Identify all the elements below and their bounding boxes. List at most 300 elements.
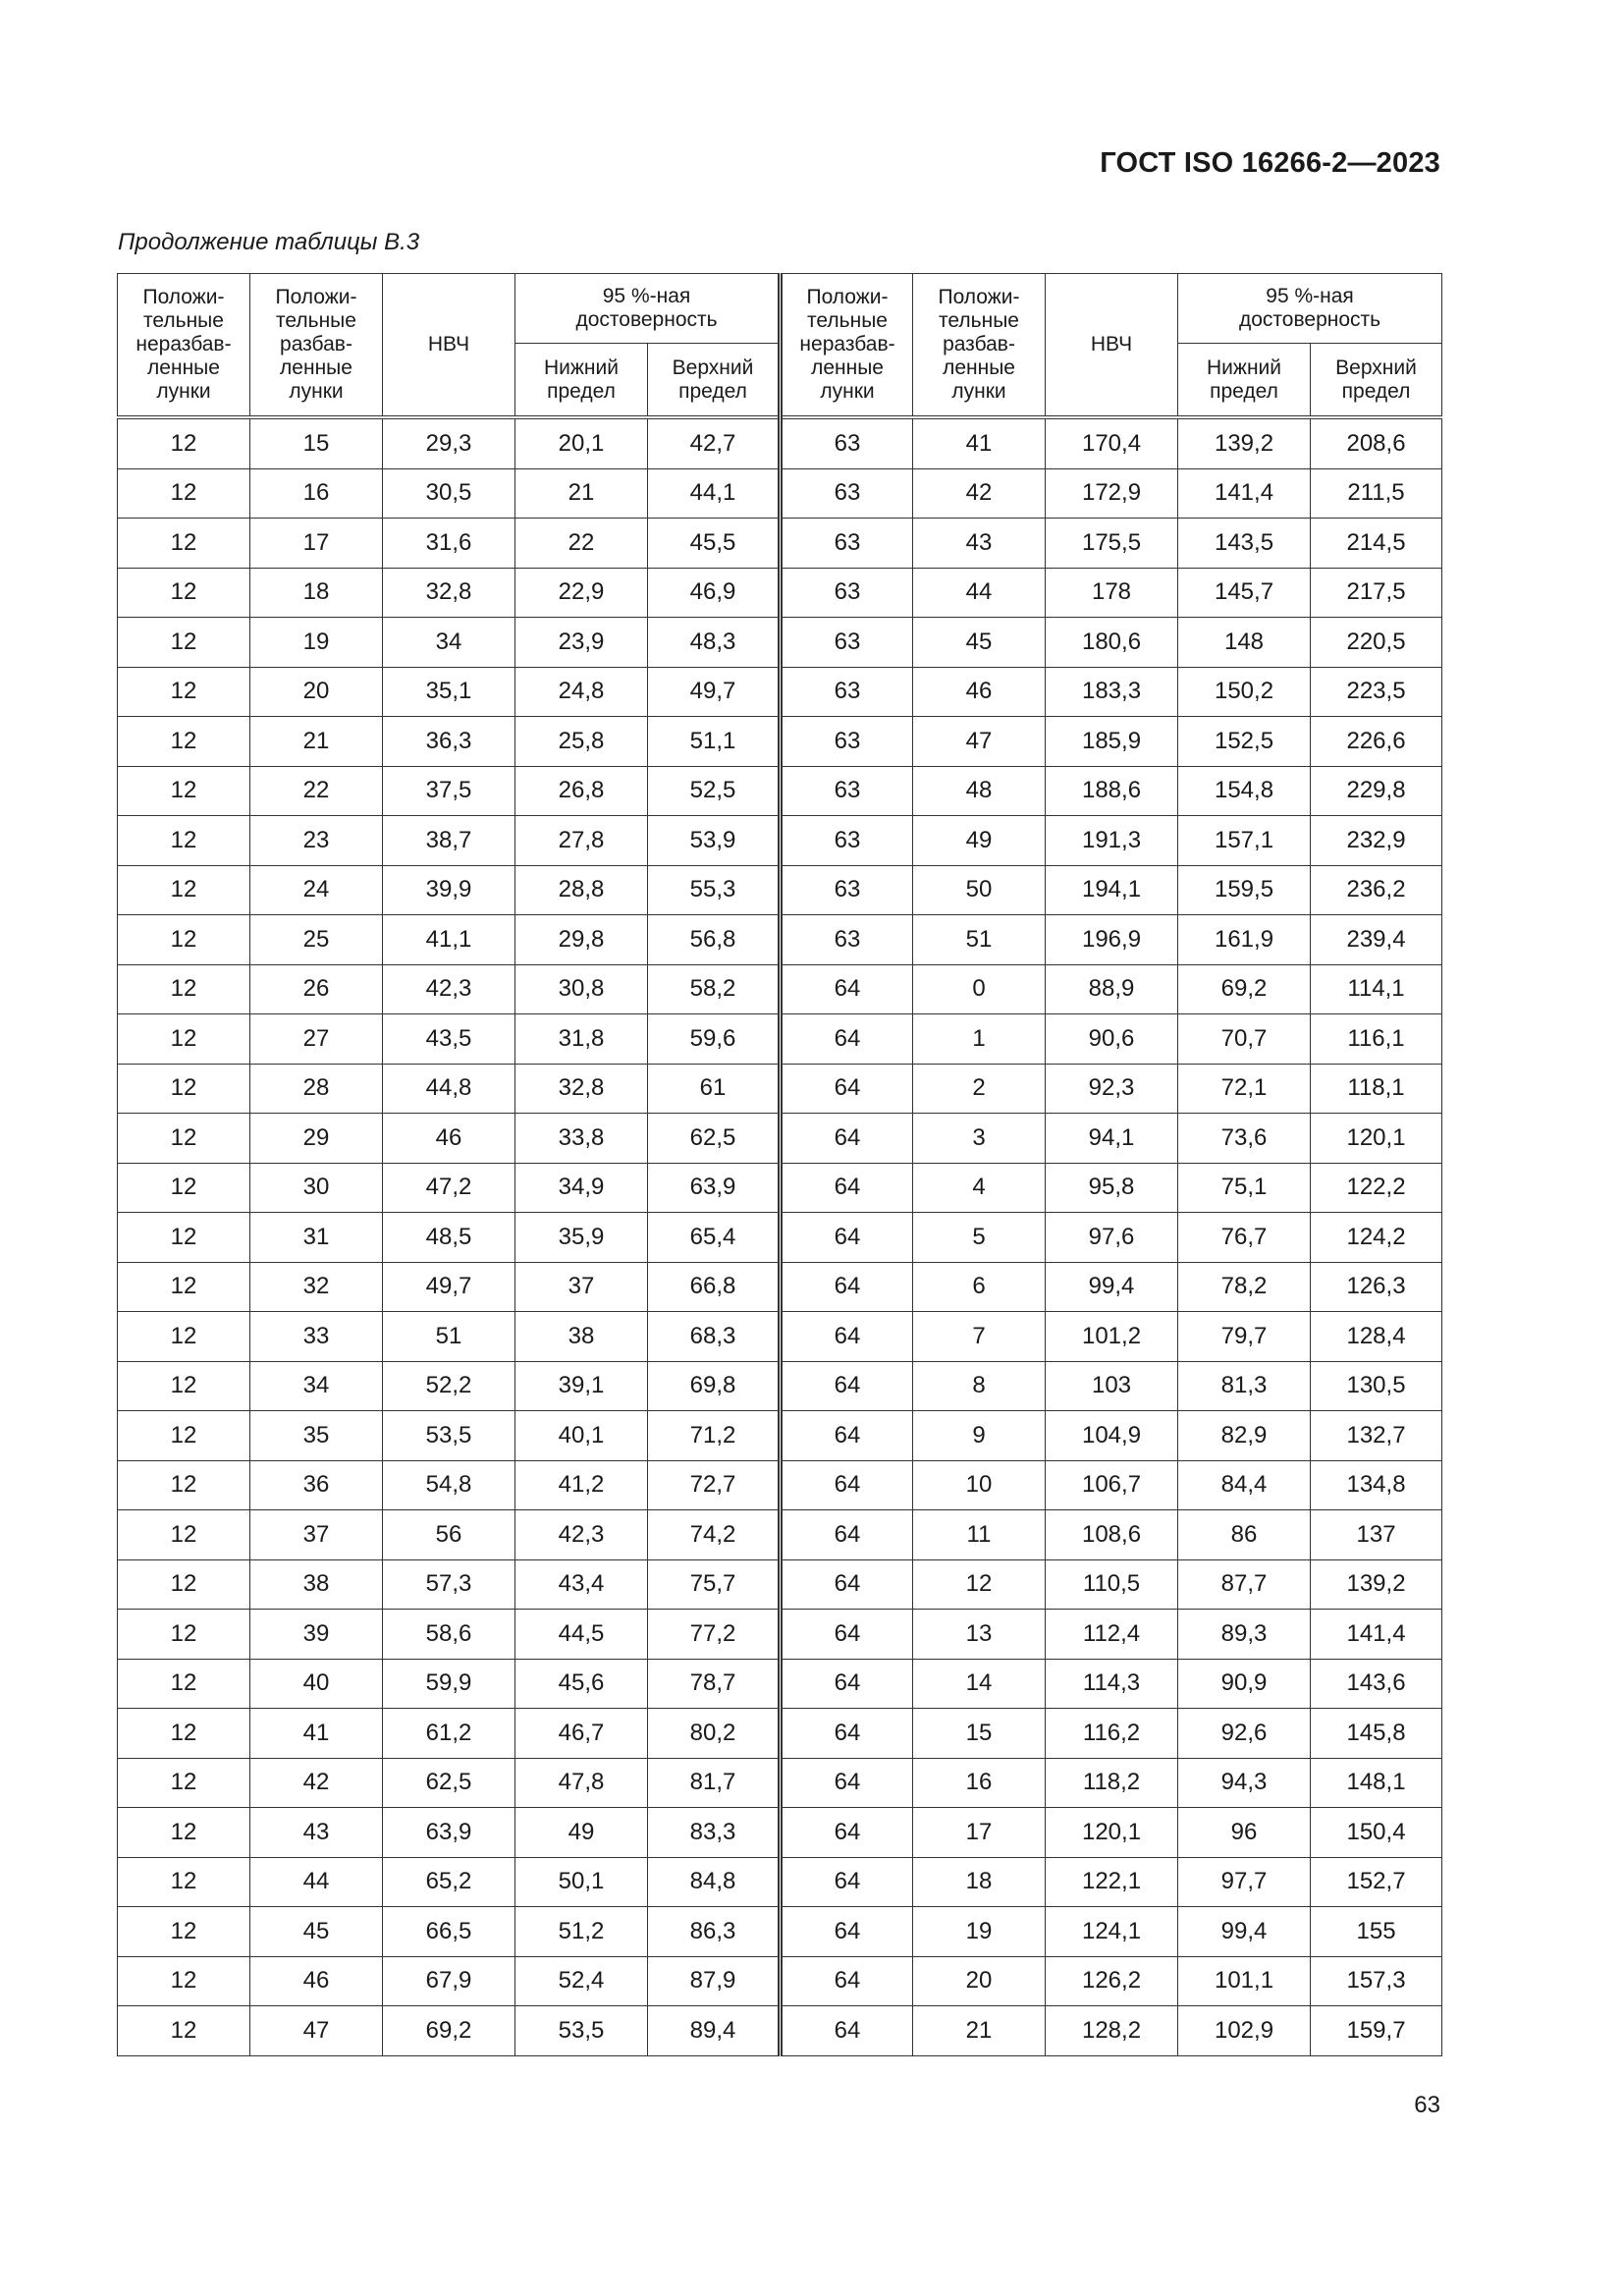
table-cell: 28 bbox=[250, 1064, 383, 1114]
mpn-table bbox=[117, 273, 1442, 2056]
table-cell: 64 bbox=[781, 2006, 913, 2056]
table-cell: 94,1 bbox=[1046, 1114, 1178, 1164]
table-cell: 114,1 bbox=[1311, 964, 1442, 1014]
table-cell: 12 bbox=[118, 568, 250, 618]
table-cell: 42 bbox=[913, 468, 1046, 519]
table-cell: 52,2 bbox=[383, 1361, 515, 1411]
table-cell: 145,7 bbox=[1178, 568, 1311, 618]
table-cell: 73,6 bbox=[1178, 1114, 1311, 1164]
table-cell: 26,8 bbox=[515, 766, 648, 816]
table-cell: 16 bbox=[913, 1758, 1046, 1808]
table-cell: 124,2 bbox=[1311, 1213, 1442, 1263]
table-cell: 128,2 bbox=[1046, 2006, 1178, 2056]
table-cell: 63 bbox=[781, 816, 913, 866]
table-cell: 63 bbox=[781, 667, 913, 717]
table-cell: 152,7 bbox=[1311, 1857, 1442, 1907]
table-cell: 30,8 bbox=[515, 964, 648, 1014]
table-cell: 12 bbox=[118, 1956, 250, 2006]
table-cell: 141,4 bbox=[1178, 468, 1311, 519]
table-cell: 22 bbox=[515, 519, 648, 569]
table-cell: 9 bbox=[913, 1411, 1046, 1461]
table-cell: 72,7 bbox=[648, 1460, 781, 1510]
table-cell: 12 bbox=[118, 1659, 250, 1709]
table-cell: 6 bbox=[913, 1262, 1046, 1312]
table-row bbox=[118, 1758, 1442, 1808]
table-cell: 64 bbox=[781, 1163, 913, 1213]
table-cell: 78,7 bbox=[648, 1659, 781, 1709]
table-cell: 43 bbox=[250, 1808, 383, 1858]
table-cell: 217,5 bbox=[1311, 568, 1442, 618]
table-cell: 48 bbox=[913, 766, 1046, 816]
table-cell: 239,4 bbox=[1311, 915, 1442, 965]
table-cell: 16 bbox=[250, 468, 383, 519]
table-cell: 38 bbox=[515, 1312, 648, 1362]
table-cell: 37,5 bbox=[383, 766, 515, 816]
table-cell: 62,5 bbox=[383, 1758, 515, 1808]
table-cell: 137 bbox=[1311, 1510, 1442, 1560]
table-cell: 49 bbox=[515, 1808, 648, 1858]
table-cell: 75,1 bbox=[1178, 1163, 1311, 1213]
table-cell: 69,2 bbox=[1178, 964, 1311, 1014]
table-cell: 26 bbox=[250, 964, 383, 1014]
table-cell: 46,9 bbox=[648, 568, 781, 618]
table-cell: 81,7 bbox=[648, 1758, 781, 1808]
table-cell: 65,4 bbox=[648, 1213, 781, 1263]
table-row bbox=[118, 667, 1442, 717]
table-cell: 141,4 bbox=[1311, 1610, 1442, 1660]
table-cell: 112,4 bbox=[1046, 1610, 1178, 1660]
table-cell: 12 bbox=[118, 1213, 250, 1263]
table-cell: 64 bbox=[781, 1114, 913, 1164]
table-row bbox=[118, 618, 1442, 668]
table-cell: 82,9 bbox=[1178, 1411, 1311, 1461]
table-cell: 41,2 bbox=[515, 1460, 648, 1510]
table-cell: 63 bbox=[781, 468, 913, 519]
table-cell: 20 bbox=[913, 1956, 1046, 2006]
table-cell: 29,3 bbox=[383, 417, 515, 468]
table-cell: 20,1 bbox=[515, 417, 648, 468]
table-cell: 59,9 bbox=[383, 1659, 515, 1709]
table-cell: 12 bbox=[118, 717, 250, 767]
table-cell: 232,9 bbox=[1311, 816, 1442, 866]
table-row bbox=[118, 816, 1442, 866]
table-cell: 12 bbox=[118, 1411, 250, 1461]
table-cell: 51,1 bbox=[648, 717, 781, 767]
table-cell: 183,3 bbox=[1046, 667, 1178, 717]
table-cell: 95,8 bbox=[1046, 1163, 1178, 1213]
table-cell: 143,6 bbox=[1311, 1659, 1442, 1709]
table-cell: 36,3 bbox=[383, 717, 515, 767]
table-cell: 20 bbox=[250, 667, 383, 717]
table-cell: 36 bbox=[250, 1460, 383, 1510]
table-cell: 12 bbox=[118, 1014, 250, 1065]
table-cell: 34,9 bbox=[515, 1163, 648, 1213]
table-cell: 214,5 bbox=[1311, 519, 1442, 569]
table-cell: 15 bbox=[250, 417, 383, 468]
table-cell: 62,5 bbox=[648, 1114, 781, 1164]
table-cell: 30 bbox=[250, 1163, 383, 1213]
table-cell: 46 bbox=[250, 1956, 383, 2006]
table-cell: 12 bbox=[118, 2006, 250, 2056]
table-cell: 53,5 bbox=[383, 1411, 515, 1461]
table-cell: 50,1 bbox=[515, 1857, 648, 1907]
table-cell: 12 bbox=[118, 1758, 250, 1808]
table-cell: 53,5 bbox=[515, 2006, 648, 2056]
table-cell: 34 bbox=[250, 1361, 383, 1411]
table-row bbox=[118, 1064, 1442, 1114]
table-cell: 157,3 bbox=[1311, 1956, 1442, 2006]
table-cell: 46 bbox=[383, 1114, 515, 1164]
table-cell: 70,7 bbox=[1178, 1014, 1311, 1065]
table-row bbox=[118, 717, 1442, 767]
table-row bbox=[118, 1709, 1442, 1759]
table-cell: 41 bbox=[913, 417, 1046, 468]
table-cell: 42,3 bbox=[515, 1510, 648, 1560]
table-cell: 18 bbox=[913, 1857, 1046, 1907]
table-row bbox=[118, 1610, 1442, 1660]
table-cell: 64 bbox=[781, 1956, 913, 2006]
table-cell: 44 bbox=[250, 1857, 383, 1907]
table-cell: 12 bbox=[118, 1610, 250, 1660]
table-cell: 12 bbox=[118, 865, 250, 915]
table-cell: 126,3 bbox=[1311, 1262, 1442, 1312]
header-positive-diluted: Положи- тельные разбав- ленные лунки bbox=[250, 274, 383, 418]
table-cell: 159,5 bbox=[1178, 865, 1311, 915]
header-confidence-2: 95 %-ная достоверность bbox=[1178, 274, 1442, 344]
table-cell: 64 bbox=[781, 1907, 913, 1957]
table-cell: 10 bbox=[913, 1460, 1046, 1510]
table-cell: 86,3 bbox=[648, 1907, 781, 1957]
table-cell: 77,2 bbox=[648, 1610, 781, 1660]
table-cell: 96 bbox=[1178, 1808, 1311, 1858]
table-cell: 12 bbox=[118, 1709, 250, 1759]
table-cell: 1 bbox=[913, 1014, 1046, 1065]
table-body bbox=[118, 417, 1442, 2055]
table-cell: 25,8 bbox=[515, 717, 648, 767]
table-row bbox=[118, 1014, 1442, 1065]
table-cell: 63 bbox=[781, 766, 913, 816]
table-cell: 51 bbox=[913, 915, 1046, 965]
table-cell: 64 bbox=[781, 1559, 913, 1610]
table-row bbox=[118, 2006, 1442, 2056]
table-cell: 122,1 bbox=[1046, 1857, 1178, 1907]
table-row bbox=[118, 1262, 1442, 1312]
table-cell: 64 bbox=[781, 1361, 913, 1411]
table-cell: 122,2 bbox=[1311, 1163, 1442, 1213]
table-cell: 116,1 bbox=[1311, 1014, 1442, 1065]
table-cell: 120,1 bbox=[1311, 1114, 1442, 1164]
table-cell: 211,5 bbox=[1311, 468, 1442, 519]
table-cell: 76,7 bbox=[1178, 1213, 1311, 1263]
table-cell: 52,4 bbox=[515, 1956, 648, 2006]
table-cell: 43 bbox=[913, 519, 1046, 569]
table-cell: 39,1 bbox=[515, 1361, 648, 1411]
table-cell: 19 bbox=[250, 618, 383, 668]
table-cell: 63 bbox=[781, 618, 913, 668]
table-cell: 49,7 bbox=[648, 667, 781, 717]
table-cell: 191,3 bbox=[1046, 816, 1178, 866]
table-cell: 63,9 bbox=[383, 1808, 515, 1858]
table-cell: 148 bbox=[1178, 618, 1311, 668]
table-cell: 196,9 bbox=[1046, 915, 1178, 965]
table-cell: 64 bbox=[781, 1411, 913, 1461]
table-cell: 170,4 bbox=[1046, 417, 1178, 468]
table-cell: 27 bbox=[250, 1014, 383, 1065]
table-cell: 67,9 bbox=[383, 1956, 515, 2006]
table-cell: 208,6 bbox=[1311, 417, 1442, 468]
table-cell: 15 bbox=[913, 1709, 1046, 1759]
table-cell: 55,3 bbox=[648, 865, 781, 915]
table-cell: 64 bbox=[781, 1510, 913, 1560]
table-cell: 90,9 bbox=[1178, 1659, 1311, 1709]
table-cell: 143,5 bbox=[1178, 519, 1311, 569]
table-cell: 63 bbox=[781, 568, 913, 618]
table-cell: 24 bbox=[250, 865, 383, 915]
table-cell: 97,6 bbox=[1046, 1213, 1178, 1263]
table-cell: 64 bbox=[781, 964, 913, 1014]
table-cell: 64 bbox=[781, 1758, 913, 1808]
table-cell: 94,3 bbox=[1178, 1758, 1311, 1808]
table-cell: 58,6 bbox=[383, 1610, 515, 1660]
table-cell: 12 bbox=[118, 1510, 250, 1560]
table-cell: 59,6 bbox=[648, 1014, 781, 1065]
table-row bbox=[118, 1510, 1442, 1560]
table-cell: 42 bbox=[250, 1758, 383, 1808]
table-cell: 87,9 bbox=[648, 1956, 781, 2006]
table-row bbox=[118, 468, 1442, 519]
table-cell: 139,2 bbox=[1178, 417, 1311, 468]
table-cell: 83,3 bbox=[648, 1808, 781, 1858]
table-row bbox=[118, 1460, 1442, 1510]
table-cell: 12 bbox=[118, 1907, 250, 1957]
table-cell: 45,6 bbox=[515, 1659, 648, 1709]
table-cell: 28,8 bbox=[515, 865, 648, 915]
table-cell: 159,7 bbox=[1311, 2006, 1442, 2056]
table-row bbox=[118, 1361, 1442, 1411]
table-cell: 39,9 bbox=[383, 865, 515, 915]
table-row bbox=[118, 1808, 1442, 1858]
table-cell: 21 bbox=[515, 468, 648, 519]
table-cell: 64 bbox=[781, 1064, 913, 1114]
table-cell: 236,2 bbox=[1311, 865, 1442, 915]
table-cell: 12 bbox=[118, 1262, 250, 1312]
table-cell: 21 bbox=[250, 717, 383, 767]
table-cell: 97,7 bbox=[1178, 1857, 1311, 1907]
table-cell: 229,8 bbox=[1311, 766, 1442, 816]
table-cell: 64 bbox=[781, 1709, 913, 1759]
table-cell: 21 bbox=[913, 2006, 1046, 2056]
table-cell: 35 bbox=[250, 1411, 383, 1461]
table-cell: 32,8 bbox=[515, 1064, 648, 1114]
table-cell: 29,8 bbox=[515, 915, 648, 965]
table-cell: 31,8 bbox=[515, 1014, 648, 1065]
table-cell: 64 bbox=[781, 1659, 913, 1709]
table-cell: 69,8 bbox=[648, 1361, 781, 1411]
header-confidence: 95 %-ная достоверность bbox=[515, 274, 781, 344]
table-cell: 64 bbox=[781, 1610, 913, 1660]
table-cell: 5 bbox=[913, 1213, 1046, 1263]
table-cell: 66,8 bbox=[648, 1262, 781, 1312]
header-lower: Нижний предел bbox=[515, 344, 648, 418]
table-cell: 41,1 bbox=[383, 915, 515, 965]
table-cell: 64 bbox=[781, 1857, 913, 1907]
table-cell: 80,2 bbox=[648, 1709, 781, 1759]
table-cell: 126,2 bbox=[1046, 1956, 1178, 2006]
table-cell: 12 bbox=[118, 964, 250, 1014]
table-cell: 128,4 bbox=[1311, 1312, 1442, 1362]
table-row bbox=[118, 766, 1442, 816]
table-cell: 130,5 bbox=[1311, 1361, 1442, 1411]
table-cell: 104,9 bbox=[1046, 1411, 1178, 1461]
table-cell: 172,9 bbox=[1046, 468, 1178, 519]
table-cell: 103 bbox=[1046, 1361, 1178, 1411]
table-cell: 33 bbox=[250, 1312, 383, 1362]
table-cell: 64 bbox=[781, 1312, 913, 1362]
table-cell: 185,9 bbox=[1046, 717, 1178, 767]
table-cell: 12 bbox=[118, 1857, 250, 1907]
table-cell: 154,8 bbox=[1178, 766, 1311, 816]
table-row bbox=[118, 1559, 1442, 1610]
document-id: ГОСТ ISO 16266-2—2023 bbox=[1100, 147, 1440, 179]
table-cell: 23 bbox=[250, 816, 383, 866]
table-cell: 161,9 bbox=[1178, 915, 1311, 965]
table-cell: 12 bbox=[118, 468, 250, 519]
table-cell: 155 bbox=[1311, 1907, 1442, 1957]
table-cell: 23,9 bbox=[515, 618, 648, 668]
table-cell: 43,5 bbox=[383, 1014, 515, 1065]
table-cell: 106,7 bbox=[1046, 1460, 1178, 1510]
table-cell: 72,1 bbox=[1178, 1064, 1311, 1114]
table-cell: 22 bbox=[250, 766, 383, 816]
table-cell: 89,4 bbox=[648, 2006, 781, 2056]
table-cell: 118,1 bbox=[1311, 1064, 1442, 1114]
table-cell: 64 bbox=[781, 1213, 913, 1263]
table-row bbox=[118, 915, 1442, 965]
table-cell: 63,9 bbox=[648, 1163, 781, 1213]
table-cell: 7 bbox=[913, 1312, 1046, 1362]
table-cell: 150,2 bbox=[1178, 667, 1311, 717]
table-cell: 64 bbox=[781, 1262, 913, 1312]
table-cell: 47,8 bbox=[515, 1758, 648, 1808]
table-cell: 101,2 bbox=[1046, 1312, 1178, 1362]
table-cell: 86 bbox=[1178, 1510, 1311, 1560]
table-cell: 51 bbox=[383, 1312, 515, 1362]
table-row bbox=[118, 1411, 1442, 1461]
table-cell: 12 bbox=[118, 1460, 250, 1510]
table-cell: 12 bbox=[118, 915, 250, 965]
table-cell: 61,2 bbox=[383, 1709, 515, 1759]
table-cell: 56,8 bbox=[648, 915, 781, 965]
table-cell: 25 bbox=[250, 915, 383, 965]
table-cell: 32 bbox=[250, 1262, 383, 1312]
table-cell: 40,1 bbox=[515, 1411, 648, 1461]
table-row bbox=[118, 568, 1442, 618]
table-cell: 37 bbox=[250, 1510, 383, 1560]
table-row bbox=[118, 1312, 1442, 1362]
table-row bbox=[118, 1114, 1442, 1164]
table-cell: 12 bbox=[118, 667, 250, 717]
table-row bbox=[118, 865, 1442, 915]
table-cell: 99,4 bbox=[1178, 1907, 1311, 1957]
table-cell: 87,7 bbox=[1178, 1559, 1311, 1610]
table-cell: 42,3 bbox=[383, 964, 515, 1014]
table-cell: 150,4 bbox=[1311, 1808, 1442, 1858]
table-cell: 63 bbox=[781, 865, 913, 915]
table-caption: Продолжение таблицы В.3 bbox=[118, 229, 420, 255]
table-cell: 178 bbox=[1046, 568, 1178, 618]
table-cell: 124,1 bbox=[1046, 1907, 1178, 1957]
table-cell: 148,1 bbox=[1311, 1758, 1442, 1808]
table-cell: 90,6 bbox=[1046, 1014, 1178, 1065]
table-cell: 19 bbox=[913, 1907, 1046, 1957]
table-cell: 134,8 bbox=[1311, 1460, 1442, 1510]
table-cell: 12 bbox=[118, 618, 250, 668]
table-cell: 56 bbox=[383, 1510, 515, 1560]
table-cell: 69,2 bbox=[383, 2006, 515, 2056]
table-cell: 54,8 bbox=[383, 1460, 515, 1510]
table-cell: 12 bbox=[118, 766, 250, 816]
table-cell: 92,6 bbox=[1178, 1709, 1311, 1759]
table-cell: 68,3 bbox=[648, 1312, 781, 1362]
header-mpn-2: НВЧ bbox=[1046, 274, 1178, 418]
table-cell: 64 bbox=[781, 1014, 913, 1065]
table-row bbox=[118, 964, 1442, 1014]
table-cell: 38 bbox=[250, 1559, 383, 1610]
table-cell: 37 bbox=[515, 1262, 648, 1312]
table-cell: 64 bbox=[781, 1460, 913, 1510]
table-cell: 57,3 bbox=[383, 1559, 515, 1610]
table-cell: 3 bbox=[913, 1114, 1046, 1164]
table-cell: 63 bbox=[781, 717, 913, 767]
table-cell: 89,3 bbox=[1178, 1610, 1311, 1660]
table-cell: 38,7 bbox=[383, 816, 515, 866]
table-cell: 39 bbox=[250, 1610, 383, 1660]
table-cell: 46,7 bbox=[515, 1709, 648, 1759]
table-cell: 24,8 bbox=[515, 667, 648, 717]
table-cell: 27,8 bbox=[515, 816, 648, 866]
table-cell: 157,1 bbox=[1178, 816, 1311, 866]
header-positive-diluted-2: Положи- тельные разбав- ленные лунки bbox=[913, 274, 1046, 418]
header-positive-undiluted: Положи- тельные неразбав- ленные лунки bbox=[118, 274, 250, 418]
table-cell: 75,7 bbox=[648, 1559, 781, 1610]
table-cell: 35,1 bbox=[383, 667, 515, 717]
table-cell: 45 bbox=[913, 618, 1046, 668]
table-cell: 84,8 bbox=[648, 1857, 781, 1907]
table-cell: 74,2 bbox=[648, 1510, 781, 1560]
table-cell: 79,7 bbox=[1178, 1312, 1311, 1362]
table-cell: 31,6 bbox=[383, 519, 515, 569]
table-cell: 220,5 bbox=[1311, 618, 1442, 668]
page-number: 63 bbox=[1414, 2092, 1440, 2118]
table-row bbox=[118, 1857, 1442, 1907]
table-cell: 47 bbox=[250, 2006, 383, 2056]
table-row bbox=[118, 1213, 1442, 1263]
table-cell: 12 bbox=[913, 1559, 1046, 1610]
table-cell: 48,3 bbox=[648, 618, 781, 668]
table-cell: 71,2 bbox=[648, 1411, 781, 1461]
table-cell: 102,9 bbox=[1178, 2006, 1311, 2056]
table-cell: 61 bbox=[648, 1064, 781, 1114]
table-cell: 42,7 bbox=[648, 417, 781, 468]
table-cell: 58,2 bbox=[648, 964, 781, 1014]
table-cell: 132,7 bbox=[1311, 1411, 1442, 1461]
table-cell: 12 bbox=[118, 1064, 250, 1114]
table-cell: 114,3 bbox=[1046, 1659, 1178, 1709]
table-cell: 2 bbox=[913, 1064, 1046, 1114]
table-cell: 12 bbox=[118, 1559, 250, 1610]
table-cell: 0 bbox=[913, 964, 1046, 1014]
table-cell: 49 bbox=[913, 816, 1046, 866]
